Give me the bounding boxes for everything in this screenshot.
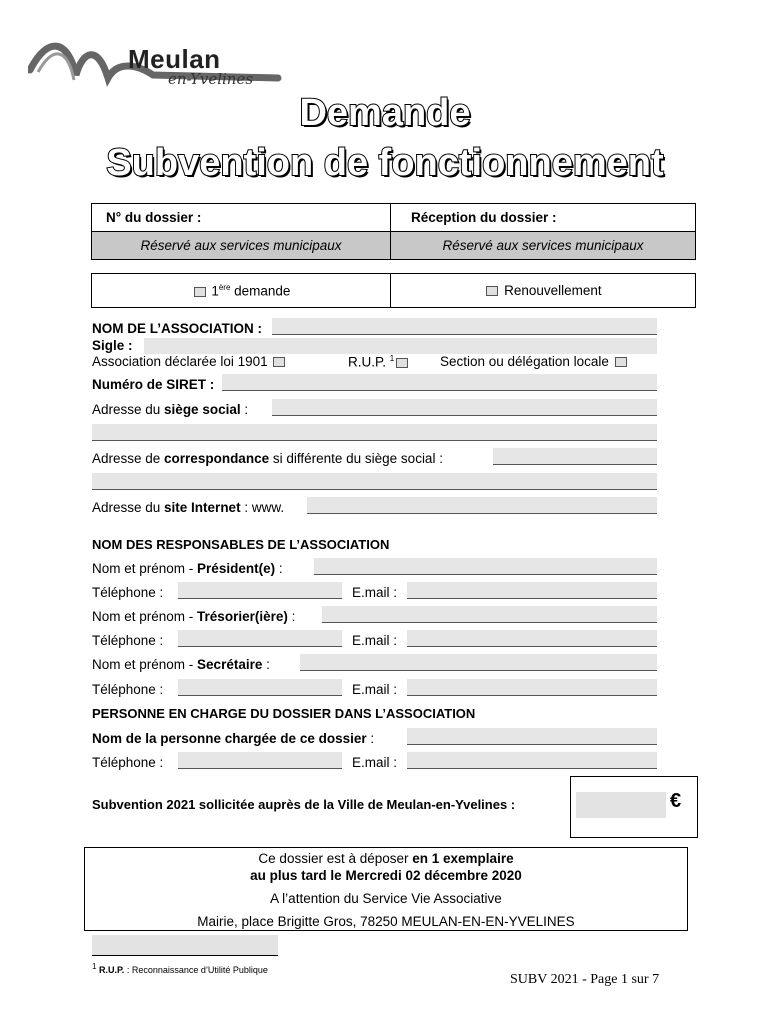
subvention-amount-field[interactable] — [576, 792, 666, 818]
page-title-line1: Demande — [299, 92, 471, 134]
charge-email-label: E.mail : — [352, 755, 398, 770]
declared-row — [92, 354, 287, 369]
charge-heading: PERSONNE EN CHARGE DU DOSSIER DANS L’ASSOCIATION — [92, 706, 476, 721]
site-suffix: : www. — [240, 500, 285, 515]
tresorier-colon: : — [287, 609, 296, 624]
page-title-line2: Subvention de fonctionnement — [106, 142, 664, 184]
notice-line1-prefix: Ce dossier est à déposer — [258, 851, 413, 866]
subvention-label: Subvention 2021 sollicitée auprès de la Ville de Meulan-en-Yvelines : — [92, 797, 516, 812]
correspondance-label — [92, 451, 443, 466]
secretaire-prefix: Nom et prénom - — [92, 657, 198, 672]
section-row — [440, 354, 629, 369]
secretaire-label — [92, 657, 270, 672]
president-email-field[interactable] — [407, 582, 657, 599]
tresorier-phone-field[interactable] — [178, 630, 342, 647]
corr-prefix: Adresse de — [92, 451, 165, 466]
footnote-separator — [92, 935, 278, 956]
charge-name-bold: Nom de la personne chargée de ce dossier — [92, 731, 367, 746]
logo-name: Meulan — [128, 44, 221, 74]
corr-bold: correspondance — [164, 451, 270, 466]
president-email-label: E.mail : — [352, 585, 398, 600]
president-colon: : — [275, 561, 283, 576]
president-label — [92, 561, 283, 576]
notice-line1 — [85, 850, 687, 867]
declared-label: Association déclarée loi 1901 — [92, 354, 268, 369]
secretaire-phone-field[interactable] — [178, 679, 342, 696]
siege-bold: siège social — [164, 402, 241, 417]
footnote — [92, 962, 268, 975]
section-checkbox[interactable] — [615, 357, 627, 367]
dossier-table — [91, 203, 696, 260]
association-name-field[interactable] — [272, 318, 657, 335]
site-prefix: Adresse du — [92, 500, 165, 515]
reception-label: Réception du dossier : — [391, 204, 696, 232]
footnote-text: : Reconnaissance d’Utilité Publique — [124, 965, 268, 975]
rup-row — [348, 354, 410, 370]
siege-label — [92, 402, 248, 417]
first-request-label: demande — [230, 283, 291, 299]
charge-name-label — [92, 731, 374, 746]
tresorier-prefix: Nom et prénom - — [92, 609, 198, 624]
tresorier-phone-label: Téléphone : — [92, 633, 164, 648]
siege-field[interactable] — [272, 399, 657, 416]
submission-notice — [84, 847, 688, 931]
siret-label: Numéro de SIRET : — [92, 377, 215, 392]
dossier-number-label: N° du dossier : — [92, 204, 391, 232]
secretaire-role: Secrétaire — [197, 657, 263, 672]
charge-phone-field[interactable] — [178, 752, 342, 769]
corr-suffix: si différente du siège social : — [269, 451, 443, 466]
president-role: Président(e) — [197, 561, 276, 576]
tresorier-label — [92, 609, 295, 624]
footnote-bold: R.U.P. — [98, 965, 125, 975]
rup-footnote-ref: 1 — [389, 354, 395, 363]
tresorier-email-field[interactable] — [407, 630, 657, 647]
reserved-left: Réservé aux services municipaux — [92, 232, 391, 260]
first-request-checkbox[interactable] — [194, 287, 206, 297]
logo-subtitle: en-Yvelines — [168, 70, 254, 88]
siege-field-line2[interactable] — [92, 424, 657, 441]
notice-line1-bold: en 1 exemplaire — [412, 851, 514, 866]
secretaire-email-label: E.mail : — [352, 682, 398, 697]
association-name-label: NOM DE L’ASSOCIATION : — [92, 321, 263, 336]
page-number: SUBV 2021 - Page 1 sur 7 — [510, 972, 660, 987]
first-request-sup: ère — [218, 282, 231, 292]
secretaire-colon: : — [262, 657, 270, 672]
president-prefix: Nom et prénom - — [92, 561, 198, 576]
footnote-num: 1 — [92, 962, 97, 971]
request-type-table — [91, 273, 696, 308]
sigle-field[interactable] — [144, 338, 657, 354]
tresorier-email-label: E.mail : — [352, 633, 398, 648]
section-label: Section ou délégation locale — [440, 354, 609, 369]
president-phone-label: Téléphone : — [92, 585, 164, 600]
first-request-cell[interactable] — [92, 274, 391, 308]
charge-phone-label: Téléphone : — [92, 755, 164, 770]
siege-suffix: : — [240, 402, 249, 417]
renewal-label: Renouvellement — [504, 283, 602, 298]
renewal-cell[interactable] — [391, 274, 696, 308]
tresorier-role: Trésorier(ière) — [197, 609, 288, 624]
site-field[interactable] — [307, 497, 657, 514]
renewal-checkbox[interactable] — [486, 286, 498, 296]
charge-name-field[interactable] — [407, 728, 657, 745]
rup-checkbox[interactable] — [396, 358, 408, 368]
declared-checkbox[interactable] — [273, 357, 285, 367]
correspondance-field[interactable] — [493, 448, 657, 465]
notice-attention: A l’attention du Service Vie Associative — [270, 891, 502, 906]
reserved-right: Réservé aux services municipaux — [391, 232, 696, 260]
euro-symbol: € — [670, 790, 682, 812]
president-phone-field[interactable] — [178, 582, 342, 599]
president-name-field[interactable] — [314, 558, 657, 575]
charge-email-field[interactable] — [407, 752, 657, 769]
correspondance-field-line2[interactable] — [92, 473, 657, 490]
siret-field[interactable] — [222, 374, 657, 391]
first-request-prefix: 1 — [211, 283, 219, 299]
responsables-heading: NOM DES RESPONSABLES DE L’ASSOCIATION — [92, 537, 390, 552]
notice-deadline: au plus tard le Mercredi 02 décembre 2020 — [250, 868, 522, 883]
charge-colon: : — [366, 731, 375, 746]
tresorier-name-field[interactable] — [322, 606, 657, 623]
site-label — [92, 500, 284, 515]
sigle-label: Sigle : — [92, 338, 133, 353]
site-bold: site Internet — [164, 500, 241, 515]
rup-label: R.U.P. — [348, 354, 387, 370]
secretaire-phone-label: Téléphone : — [92, 682, 164, 697]
secretaire-name-field[interactable] — [300, 654, 657, 671]
notice-address: Mairie, place Brigitte Gros, 78250 MEULAN-EN-EN-YVELINES — [197, 914, 575, 929]
siege-prefix: Adresse du — [92, 402, 165, 417]
secretaire-email-field[interactable] — [407, 679, 657, 696]
